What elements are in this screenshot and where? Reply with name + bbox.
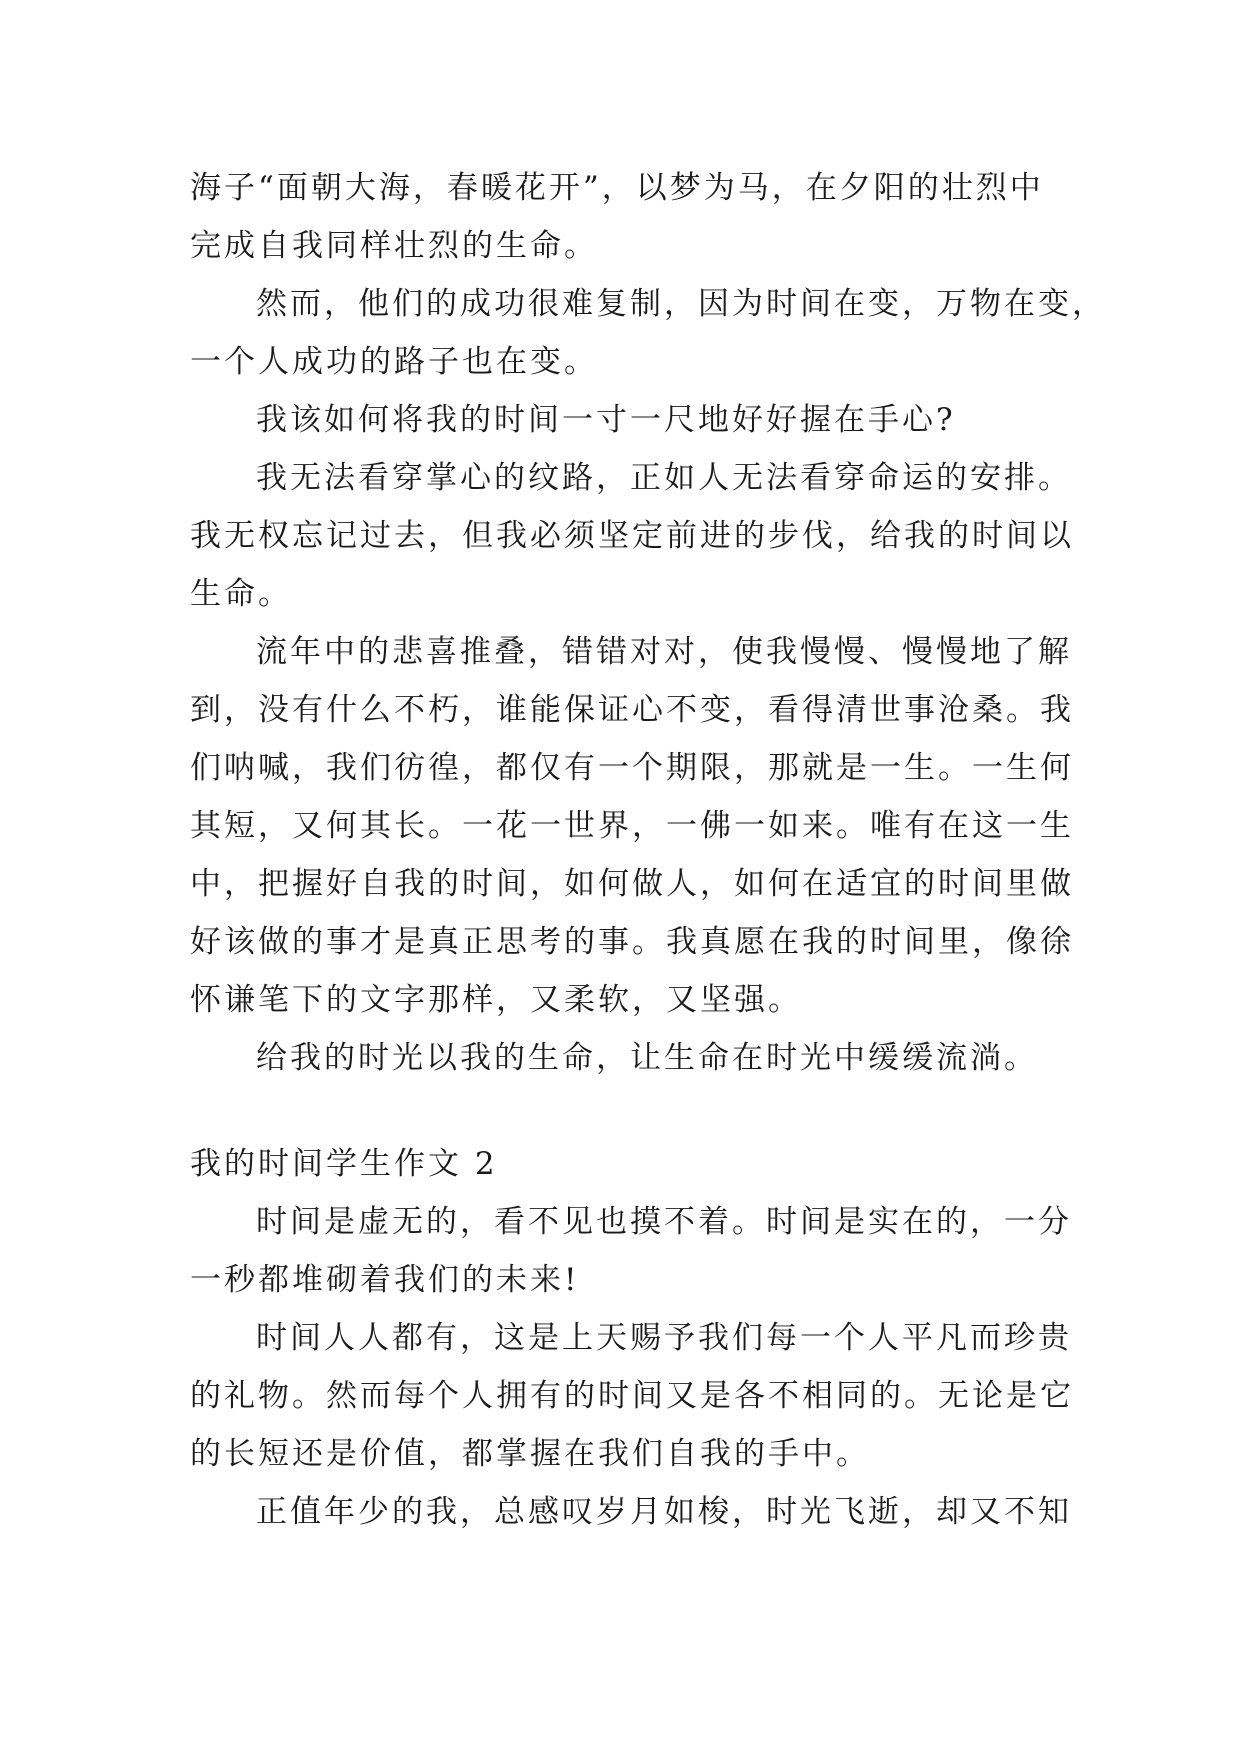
text-line: 到，没有什么不朽，谁能保证心不变，看得清世事沧桑。我 xyxy=(190,692,1074,728)
paragraph-start: 我无法看穿掌心的纹路，正如人无法看穿命运的安排。 xyxy=(256,460,1072,496)
text-line: 好该做的事才是真正思考的事。我真愿在我的时间里，像徐 xyxy=(190,924,1074,960)
paragraph-start: 流年中的悲喜推叠，错错对对，使我慢慢、慢慢地了解 xyxy=(256,634,1072,670)
paragraph-start: 给我的时光以我的生命，让生命在时光中缓缓流淌。 xyxy=(256,1040,1038,1076)
paragraph-start: 时间人人都有，这是上天赐予我们每一个人平凡而珍贵 xyxy=(256,1320,1072,1356)
text-line: 中，把握好自我的时间，如何做人，如何在适宜的时间里做 xyxy=(190,866,1074,902)
text-line: 我无权忘记过去，但我必须坚定前进的步伐，给我的时间以 xyxy=(190,518,1074,554)
text-line: 怀谦笔下的文字那样，又柔软，又坚强。 xyxy=(190,982,802,1018)
paragraph-start: 我该如何将我的时间一寸一尺地好好握在手心? xyxy=(256,402,956,438)
text-line: 的礼物。然而每个人拥有的时间又是各不相同的。无论是它 xyxy=(190,1378,1074,1414)
section-heading: 我的时间学生作文 2 xyxy=(190,1146,498,1182)
paragraph-start: 然而，他们的成功很难复制，因为时间在变，万物在变， xyxy=(256,286,1106,322)
text-line: 们呐喊，我们彷徨，都仅有一个期限，那就是一生。一生何 xyxy=(190,750,1074,786)
text-line: 其短，又何其长。一花一世界，一佛一如来。唯有在这一生 xyxy=(190,808,1074,844)
paragraph-start: 时间是虚无的，看不见也摸不着。时间是实在的，一分 xyxy=(256,1204,1072,1240)
paragraph-start: 正值年少的我，总感叹岁月如梭，时光飞逝，却又不知 xyxy=(256,1494,1072,1530)
text-line: 的长短还是价值，都掌握在我们自我的手中。 xyxy=(190,1436,870,1472)
text-line: 完成自我同样壮烈的生命。 xyxy=(190,228,598,264)
text-line: 生命。 xyxy=(190,576,292,612)
text-line: 海子“面朝大海，春暖花开”，以梦为马，在夕阳的壮烈中 xyxy=(190,170,1044,206)
text-line: 一个人成功的路子也在变。 xyxy=(190,344,598,380)
text-line: 一秒都堆砌着我们的未来! xyxy=(190,1262,580,1298)
